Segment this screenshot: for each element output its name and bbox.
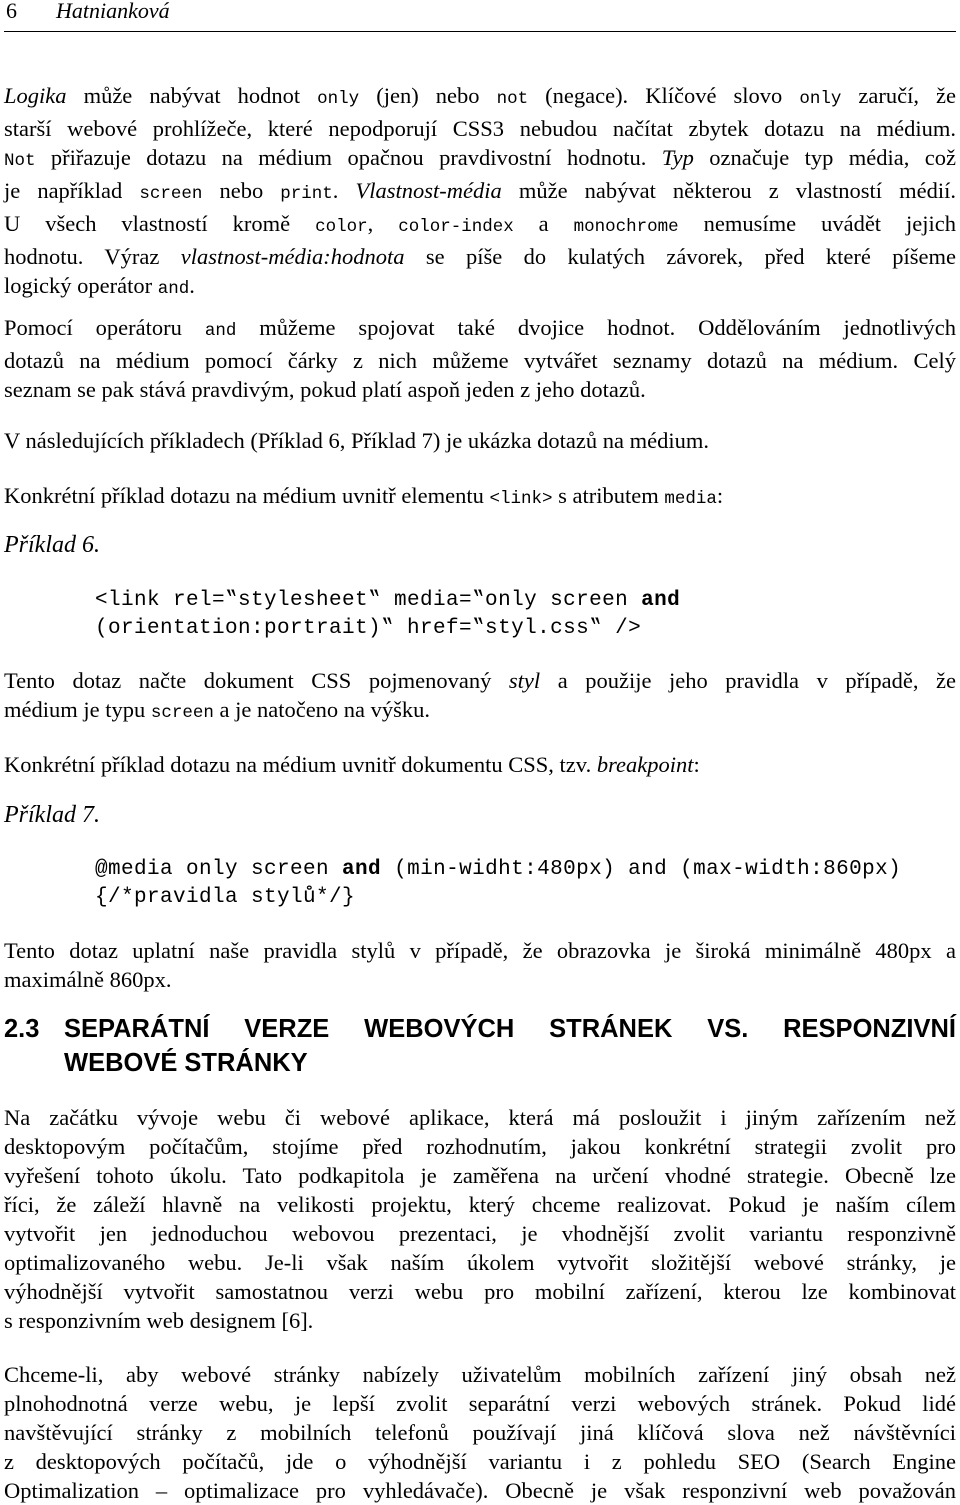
- text-line: [4, 750, 956, 779]
- paragraph-link-intro: [4, 481, 956, 514]
- text: přiřazuje dotazu na médium opačnou pravdivostní hodnotu.: [35, 145, 662, 170]
- code-keyword: only: [799, 89, 842, 109]
- text: Tento dotaz načte dokument CSS pojmenovaný: [4, 668, 509, 693]
- text-line: vytvořit jen jednoduchou webovou prezentaci, je vhodnější zvolit variantu responzivně: [4, 1221, 956, 1246]
- term-expression: vlastnost-média:hodnota: [180, 244, 405, 269]
- paragraph-example-6-explanation: [4, 666, 956, 728]
- text-line: [4, 242, 956, 271]
- text: logický operátor: [4, 273, 158, 298]
- text-line: plnohodnotná verze webu, je lepší zvolit separátní verzi webových stránek. Pokud lidé: [4, 1391, 956, 1416]
- text: :: [716, 483, 724, 508]
- text: s atributem: [552, 483, 665, 508]
- code-keyword: color-index: [398, 217, 514, 237]
- text-line: [4, 313, 956, 346]
- text-line: Na začátku vývoje webu či webové aplikace, která má posloužit i jiným zařízením než: [4, 1105, 956, 1130]
- text: U všech vlastností kromě: [4, 211, 316, 236]
- term-logic: Logika: [4, 83, 67, 108]
- text: se píše do kulatých závorek, před které píšeme: [404, 244, 957, 269]
- code-keyword: and: [641, 589, 681, 612]
- text: médium je typu: [4, 697, 151, 722]
- example-6-code: [95, 587, 680, 643]
- text-line: Optimalization – optimalizace pro vyhledávače). Obecně je však responzivní web považován: [4, 1478, 956, 1503]
- code-text: (min-widht:480px) and (max-width:860px): [381, 858, 902, 881]
- text-line: [4, 695, 956, 728]
- term-breakpoint: breakpoint: [596, 752, 694, 777]
- header-rule: [4, 31, 956, 32]
- text: a: [513, 211, 574, 236]
- code-line: [95, 858, 901, 881]
- code-keyword: print: [280, 184, 333, 204]
- text: Konkrétní příklad dotazu na médium uvnitř dokumentu CSS, tzv.: [4, 752, 597, 777]
- code-keyword: monochrome: [573, 217, 679, 237]
- text-line: [4, 481, 956, 514]
- term-media-feature: Vlastnost-média: [355, 178, 502, 203]
- section-heading: [4, 1012, 956, 1080]
- text-line: Tento dotaz uplatní naše pravidla stylů v případě, že obrazovka je široká minimálně 480px a: [4, 938, 956, 963]
- text-line: s responzivním web designem [6].: [4, 1308, 314, 1333]
- text-line: seznam se pak stává pravdivým, pokud platí aspoň jeden z jeho dotazů.: [4, 377, 646, 402]
- text-line: z desktopových počítačů, jde o výhodnější variantu i z pohledu SEO (Search Engine: [4, 1449, 956, 1474]
- code-line: {/*pravidla stylů*/}: [95, 886, 356, 909]
- text-line: [4, 209, 956, 242]
- code-keyword: screen: [150, 703, 214, 723]
- text-line: V následujících příkladech (Příklad 6, Příklad 7) je ukázka dotazů na médium.: [4, 428, 710, 453]
- text-line: výhodnější vytvořit samostatnou verzi webu pro mobilní zařízení, kterou lze kombinovat: [4, 1279, 956, 1304]
- text: může nabývat některou z vlastností médií.: [501, 178, 956, 203]
- text: a použije jeho pravidla v případě, že: [540, 668, 956, 693]
- code-keyword: not: [496, 89, 529, 109]
- code-line: [95, 589, 680, 612]
- code-keyword: Not: [4, 151, 36, 171]
- text-line: říci, že záleží hlavně na velikosti projektu, který chceme realizovat. Pokud je naším cílem: [4, 1192, 956, 1217]
- text-line: [4, 176, 956, 209]
- heading-line: WEBOVÉ STRÁNKY: [64, 1049, 308, 1077]
- paragraph-breakpoint-intro: [4, 750, 956, 779]
- code-text: <link rel=‟stylesheet‟ media=‟only screen: [95, 589, 642, 612]
- text: Konkrétní příklad dotazu na médium uvnitř elementu: [4, 483, 490, 508]
- heading-line: [4, 1012, 956, 1046]
- section-number: 2.3: [4, 1015, 40, 1043]
- code-text: @media only screen: [95, 858, 343, 881]
- text: zaručí, že: [841, 83, 956, 108]
- code-keyword: only: [317, 89, 360, 109]
- example-7-label: Příklad 7.: [4, 802, 100, 828]
- text: Pomocí operátoru: [4, 315, 205, 340]
- text: (negace). Klíčové slovo: [528, 83, 800, 108]
- text: a je natočeno na výšku.: [213, 697, 431, 722]
- text-line: [4, 143, 956, 176]
- text-line: starší webové prohlížeče, které nepodporují CSS3 nebudou načítat zbytek dotazu na médium.: [4, 116, 956, 141]
- paragraph-logic: [4, 81, 956, 304]
- author-name: Hatnianková: [56, 0, 170, 23]
- text: označuje typ média, což: [693, 145, 956, 170]
- code-keyword: color: [315, 217, 368, 237]
- code-keyword: and: [157, 279, 190, 299]
- paragraph-examples-intro: [4, 426, 956, 455]
- example-7-code: [95, 856, 901, 912]
- text: ,: [367, 211, 399, 236]
- text-line: maximálně 860px.: [4, 967, 172, 992]
- code-line: (orientation:portrait)‟ href=‟styl.css‟ />: [95, 617, 642, 640]
- text-line: optimalizovaného webu. Je-li však naším úkolem vytvořit složitější webové stránky, je: [4, 1250, 956, 1275]
- page-number: 6: [6, 0, 17, 23]
- code-keyword: screen: [139, 184, 203, 204]
- text-line: dotazů na médium pomocí čárky z nich můžeme vytvářet seznamy dotazů na médium. Celý: [4, 348, 956, 373]
- paragraph-example-7-explanation: [4, 936, 956, 994]
- text: může nabývat hodnot: [66, 83, 318, 108]
- text-line: [4, 666, 956, 695]
- text: je například: [4, 178, 140, 203]
- text: (jen) nebo: [359, 83, 497, 108]
- text: .: [189, 273, 195, 298]
- text: .: [332, 178, 356, 203]
- paragraph-separate-version: [4, 1360, 956, 1505]
- code-keyword: and: [204, 321, 237, 341]
- paragraph-strategy: [4, 1103, 956, 1335]
- text: hodnotu. Výraz: [4, 244, 181, 269]
- section-title: SEPARÁTNÍ VERZE WEBOVÝCH STRÁNEK VS. RESPONZIVNÍ: [64, 1015, 956, 1043]
- term-type: Typ: [661, 145, 694, 170]
- text: můžeme spojovat také dvojice hodnot. Oddělováním jednotlivých: [236, 315, 956, 340]
- paragraph-operators: [4, 313, 956, 404]
- page-header: [6, 0, 170, 30]
- text: nebo: [202, 178, 281, 203]
- text: nemusíme uvádět jejich: [678, 211, 956, 236]
- term-styl: styl: [508, 668, 541, 693]
- code-attribute: media: [664, 489, 717, 509]
- code-element: <link>: [489, 489, 553, 509]
- text: :: [693, 752, 700, 777]
- text-line: vyřešení tohoto úkolu. Tato podkapitola je zaměřena na určení vhodné strategie. Obecně lze: [4, 1163, 956, 1188]
- text-line: Chceme-li, aby webové stránky nabízely uživatelům mobilních zařízení jiný obsah než: [4, 1362, 956, 1387]
- code-keyword: and: [342, 858, 382, 881]
- text-line: desktopovým počítačům, stojíme před rozhodnutím, jakou konkrétní strategii zvolit pro: [4, 1134, 956, 1159]
- example-6-label: Příklad 6.: [4, 532, 100, 558]
- text-line: [4, 81, 956, 114]
- text-line: [4, 271, 956, 304]
- text-line: navštěvující stránky z mobilních telefonů používají jiná klíčová slova než návštěvníci: [4, 1420, 956, 1445]
